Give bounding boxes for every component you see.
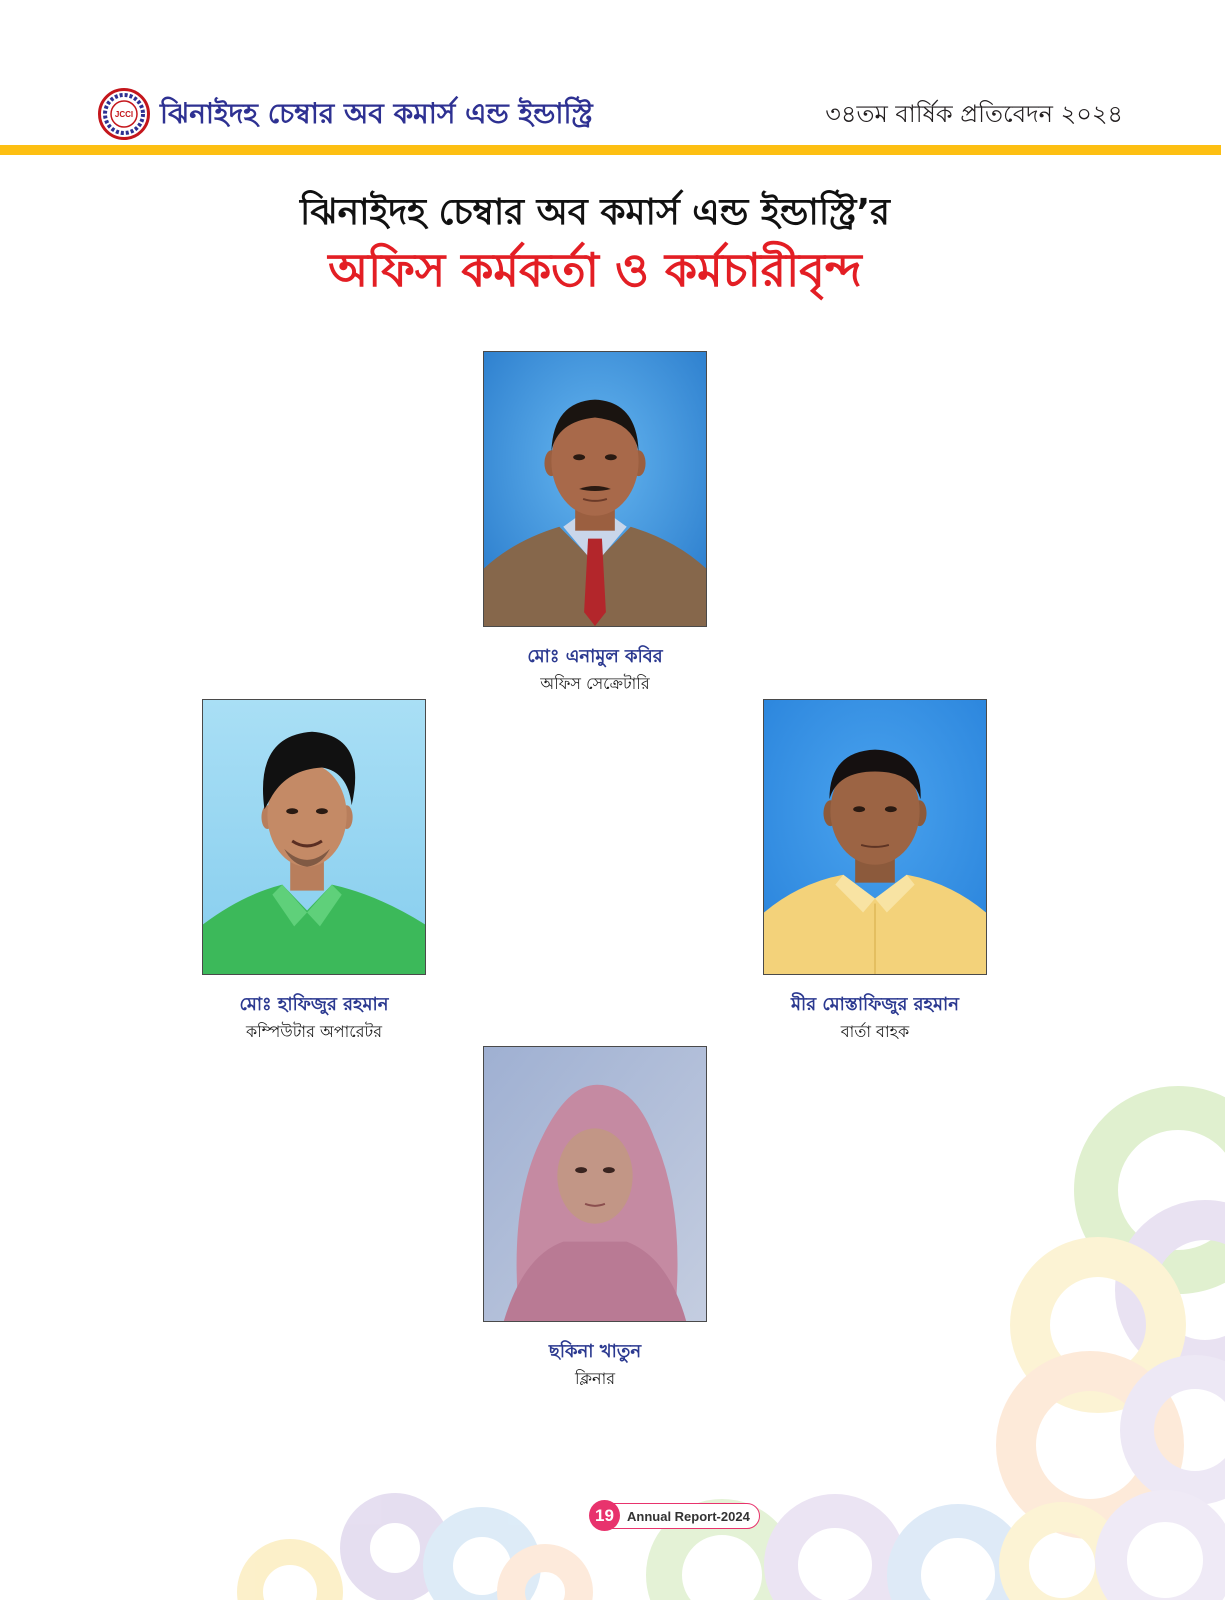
portrait-photo <box>483 351 707 627</box>
portrait-photo <box>763 699 987 975</box>
staff-role: ক্লিনার <box>574 1369 616 1388</box>
chamber-logo <box>98 88 150 140</box>
header-divider-bar <box>0 145 1221 155</box>
staff-card <box>483 351 707 696</box>
page-subtitle: অফিস কর্মকর্তা ও কর্মচারীবৃন্দ <box>328 243 862 297</box>
staff-role: বার্তা বাহক <box>840 1022 910 1041</box>
page-number: 19 <box>589 1500 620 1531</box>
logo-text: JCCI <box>114 110 134 119</box>
staff-name: মীর মোস্তাফিজুর রহমান <box>791 994 959 1015</box>
page-title: ঝিনাইদহ চেম্বার অব কমার্স এন্ড ইন্ডাস্ট্রি’র <box>300 192 890 233</box>
staff-card <box>763 699 987 1044</box>
staff-role: কম্পিউটার অপারেটর <box>245 1022 383 1041</box>
staff-name: মোঃ এনামুল কবির <box>527 646 663 667</box>
org-name-header: ঝিনাইদহ চেম্বার অব কমার্স এন্ড ইন্ডাস্ট্রি <box>160 97 593 130</box>
footer-report-label: Annual Report-2024 <box>627 1508 750 1524</box>
staff-card <box>202 699 426 1044</box>
report-title-header: ৩৪তম বার্ষিক প্রতিবেদন ২০২৪ <box>825 100 1123 128</box>
portrait-photo <box>483 1046 707 1322</box>
staff-name: মোঃ হাফিজুর রহমান <box>239 994 389 1015</box>
staff-name: ছকিনা খাতুন <box>548 1341 642 1362</box>
footer-page-badge <box>596 1503 760 1529</box>
staff-card <box>483 1046 707 1391</box>
portrait-photo <box>202 699 426 975</box>
staff-role: অফিস সেক্রেটারি <box>540 674 650 693</box>
